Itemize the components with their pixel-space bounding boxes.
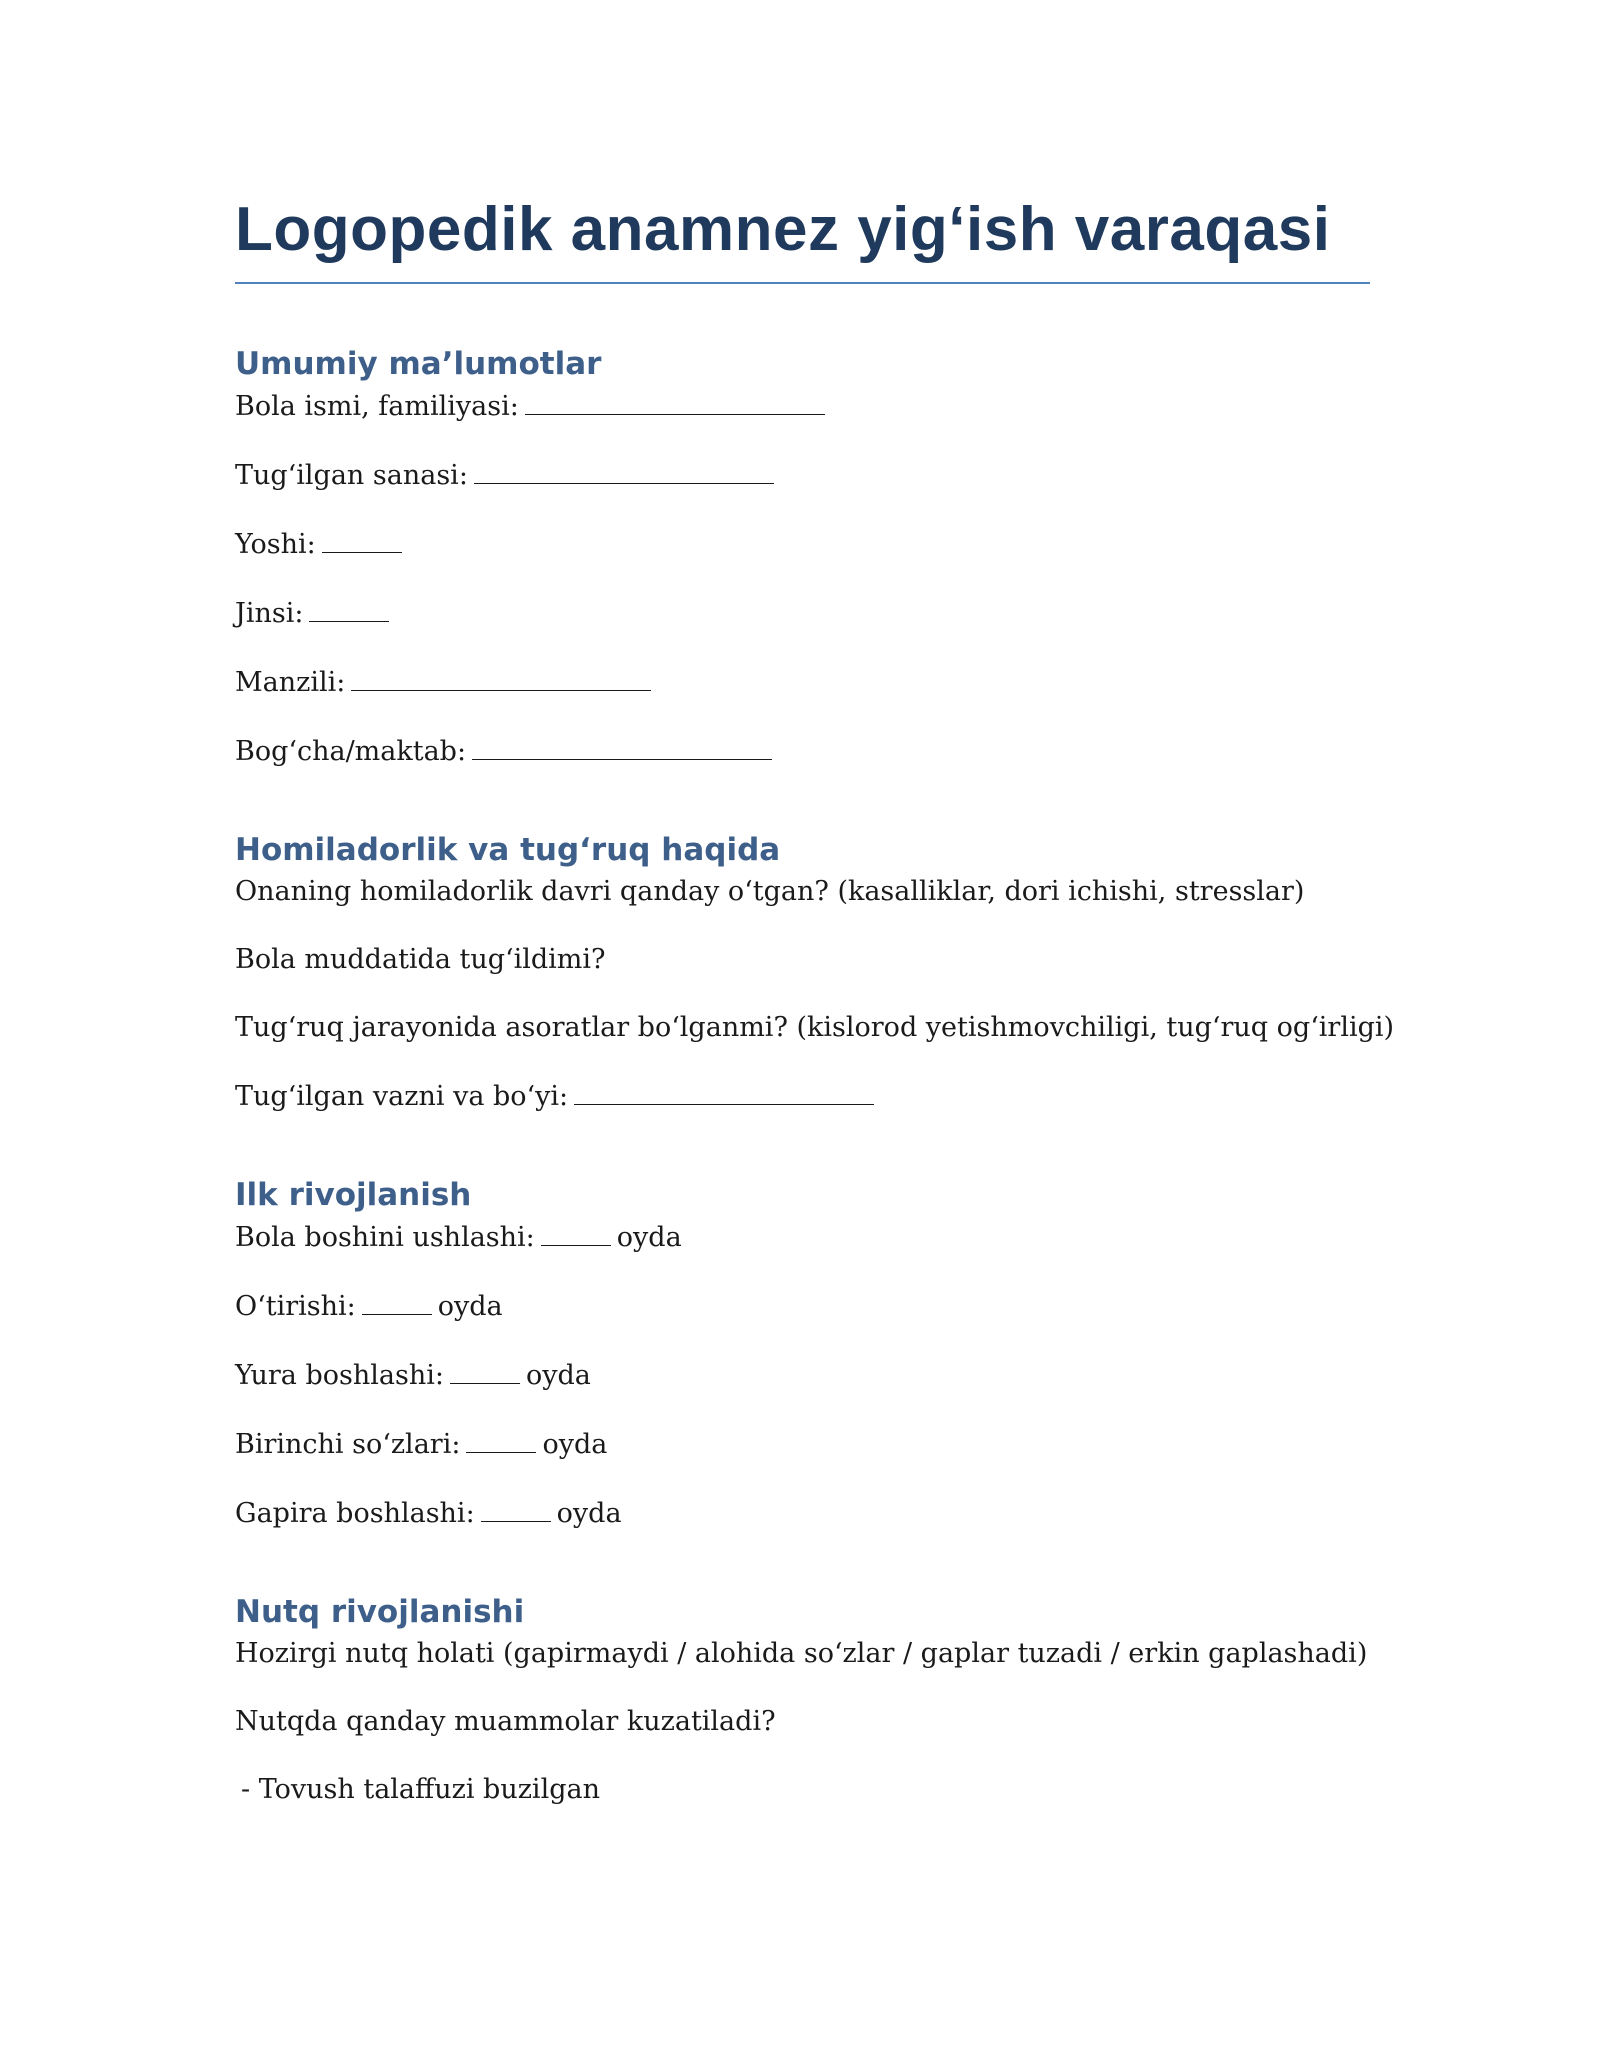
question-speech-problems: Nutqda qanday muammolar kuzatiladi? — [235, 1706, 776, 1737]
field-label: Birinchi so‘zlari: — [235, 1429, 461, 1460]
fill-blank — [541, 1219, 611, 1246]
fill-blank — [351, 664, 651, 691]
fill-blank — [574, 1078, 874, 1105]
fill-blank — [322, 526, 402, 553]
field-label: Tug‘ilgan vazni va bo‘yi: — [235, 1081, 569, 1112]
section-general-info — [235, 342, 1370, 770]
field-label: Bola ismi, familiyasi: — [235, 391, 519, 422]
field-label: Manzili: — [235, 667, 346, 698]
field-head-holding — [235, 1219, 1370, 1256]
field-birth-date — [235, 457, 1370, 494]
question-term-birth: Bola muddatida tug‘ildimi? — [235, 944, 606, 975]
field-label: Bog‘cha/maktab: — [235, 736, 467, 767]
section-speech-development — [235, 1590, 1370, 1808]
fill-blank — [450, 1357, 520, 1384]
question-pregnancy: Onaning homiladorlik davri qanday o‘tgan? (kasalliklar, dori ichishi, stresslar) — [235, 876, 1305, 907]
section-heading: Nutq rivojlanishi — [235, 1594, 525, 1630]
document-title: Logopedik anamnez yig‘ish varaqasi — [235, 190, 1370, 284]
field-label: Yura boshlashi: — [235, 1360, 444, 1391]
fill-blank — [466, 1426, 536, 1453]
field-child-name — [235, 388, 1370, 425]
fill-blank — [525, 388, 825, 415]
field-school — [235, 733, 1370, 770]
document-page — [235, 190, 1395, 1840]
field-speaking — [235, 1495, 1370, 1532]
field-walking — [235, 1357, 1370, 1394]
fill-blank — [309, 595, 389, 622]
fill-blank — [472, 733, 772, 760]
field-label: Gapira boshlashi: — [235, 1498, 475, 1529]
unit-label: oyda — [525, 1360, 591, 1391]
unit-label: oyda — [437, 1291, 503, 1322]
unit-label: oyda — [556, 1498, 622, 1529]
section-heading: Umumiy ma’lumotlar — [235, 346, 602, 382]
section-heading: Homiladorlik va tug‘ruq haqida — [235, 832, 781, 868]
field-label: Bola boshini ushlashi: — [235, 1222, 535, 1253]
section-early-development — [235, 1173, 1370, 1532]
section-pregnancy-birth — [235, 828, 1395, 1115]
field-label: Yoshi: — [235, 529, 316, 560]
field-label: Tug‘ilgan sanasi: — [235, 460, 468, 491]
field-gender — [235, 595, 1370, 632]
list-item: - Tovush talaffuzi buzilgan — [241, 1774, 600, 1805]
section-heading: Ilk rivojlanish — [235, 1177, 472, 1213]
unit-label: oyda — [542, 1429, 608, 1460]
field-label: Jinsi: — [235, 598, 304, 629]
fill-blank — [474, 457, 774, 484]
fill-blank — [481, 1495, 551, 1522]
question-birth-complications: Tug‘ruq jarayonida asoratlar bo‘lganmi? (kislorod yetishmovchiligi, tug‘ruq og‘irligi) — [235, 1012, 1395, 1043]
field-label: O‘tirishi: — [235, 1291, 356, 1322]
fill-blank — [362, 1288, 432, 1315]
question-speech-state: Hozirgi nutq holati (gapirmaydi / alohida so‘zlar / gaplar tuzadi / erkin gaplashadi) — [235, 1638, 1368, 1669]
field-birth-weight-height — [235, 1078, 1370, 1115]
field-first-words — [235, 1426, 1370, 1463]
unit-label: oyda — [616, 1222, 682, 1253]
field-age — [235, 526, 1370, 563]
field-sitting — [235, 1288, 1370, 1325]
field-address — [235, 664, 1370, 701]
